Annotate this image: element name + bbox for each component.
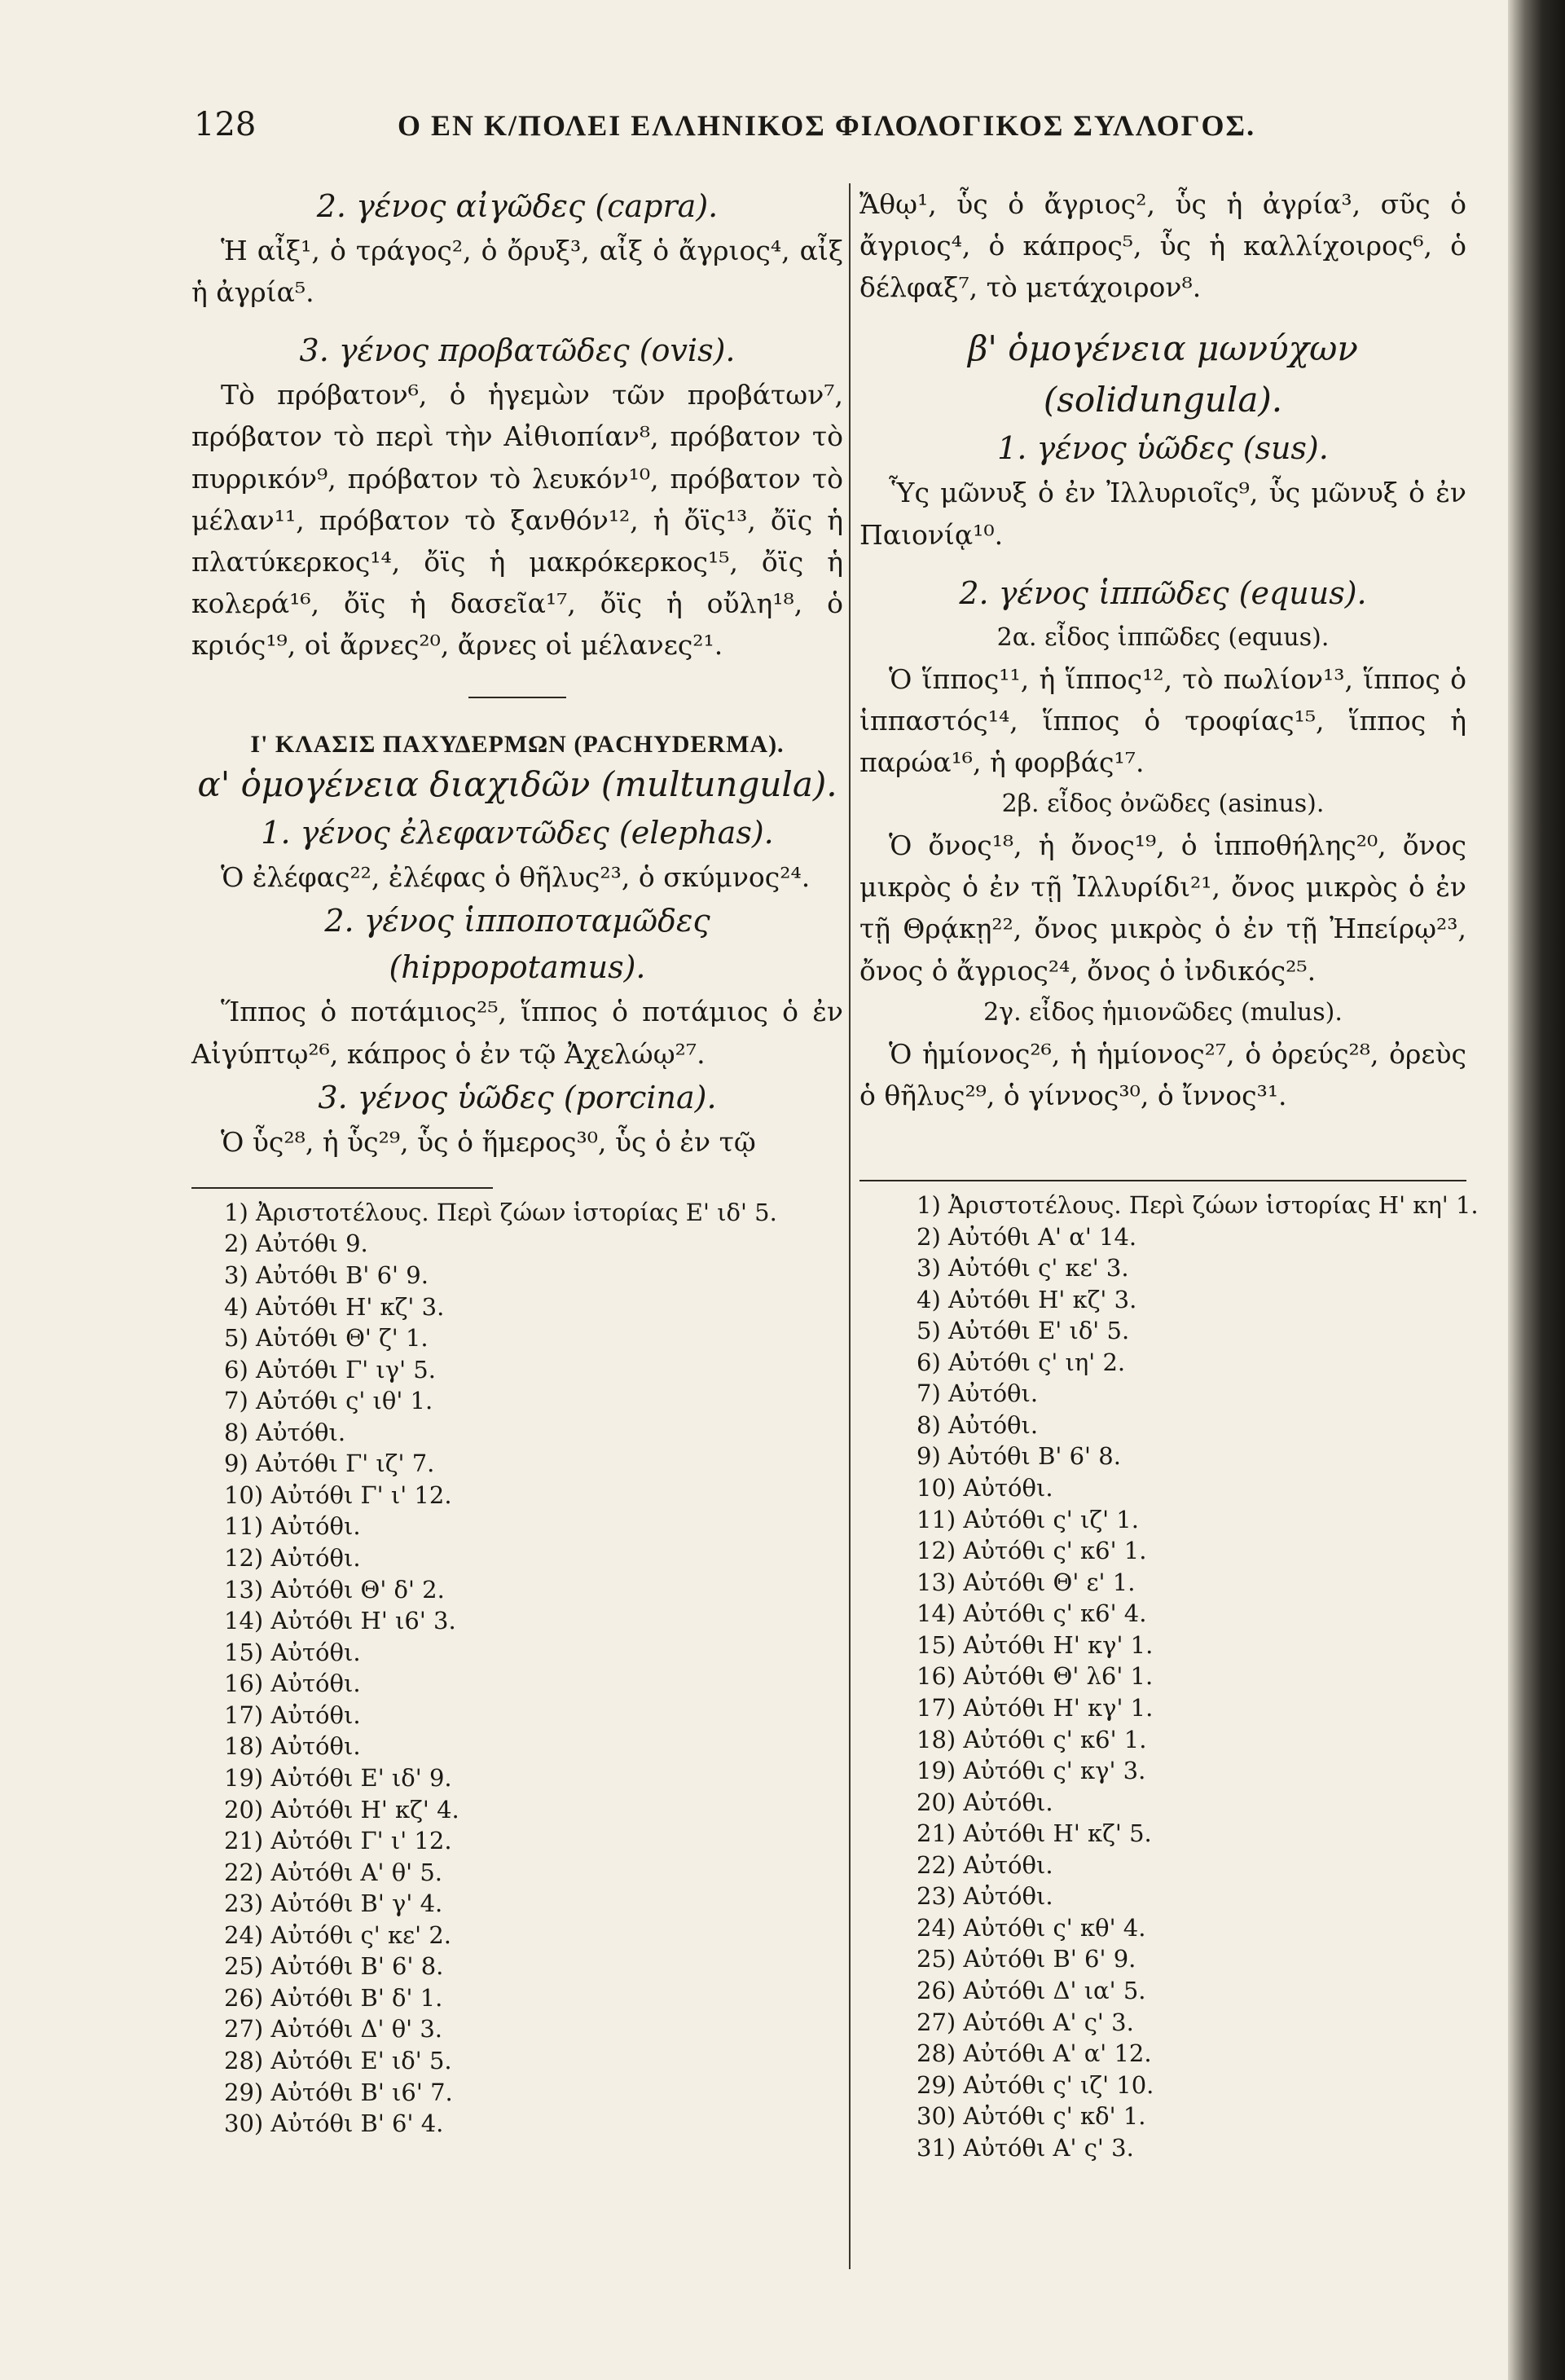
genus-heading-ovis: 3. γένος προβατῶδες (ovis). <box>299 332 736 369</box>
footnote-item: 24) Αὐτόθι ς' κθ' 4. <box>917 1913 1146 1942</box>
genus-text-ovis: Τὸ πρόβατον⁶, ὁ ἡγεμὼν τῶν προβάτων⁷, πρόβατον τὸ περὶ τὴν Αἰθιοπίαν⁸, πρόβατον τὸ πυρρικόν⁹, πρόβατον τὸ λευκόν¹⁰, πρόβατον τὸ μέλαν¹¹, πρόβατον τὸ ξανθόν¹², ἡ ὄϊς¹³, ὄϊς ἡ πλατύκερκος¹⁴, ὄϊς ἡ μακρόκερκος¹⁵, ὄϊς ἡ κολερά¹⁶, ὄϊς ἡ δασεῖα¹⁷, ὄϊς ἡ οὔλη¹⁸, ὁ κριός¹⁹, οἱ ἄρνες²⁰, ἄρνες οἱ μέλανες²¹. <box>191 379 843 662</box>
running-head <box>194 106 1286 155</box>
genus-heading-sus: 1. γένος ὑῶδες (sus). <box>997 430 1329 467</box>
genus-heading-porcina: 3. γένος ὑῶδες (porcina). <box>318 1079 717 1115</box>
footnote-item: 13) Αὐτόθι Θ' ε' 1. <box>917 1568 1136 1596</box>
class-heading-pachyderma: Ι' ΚΛΑΣΙΣ ΠΑΧΥΔΕΡΜΩΝ (PACHYDERMA). <box>250 731 785 759</box>
footnote-item: 21) Αὐτόθι Γ' ι' 12. <box>224 1827 452 1855</box>
footnote-item: 7) Αὐτόθι. <box>917 1379 1039 1408</box>
footnote-item: 22) Αὐτόθι Α' θ' 5. <box>224 1858 443 1886</box>
footnote-item: 18) Αὐτόθι. <box>224 1732 361 1761</box>
genus-text-porcina: Ὁ ὗς²⁸, ἡ ὗς²⁹, ὗς ὁ ἥμερος³⁰, ὗς ὁ ἐν τῷ <box>221 1125 756 1158</box>
footnote-item: 8) Αὐτόθι. <box>917 1410 1039 1439</box>
species-text-asinus: Ὁ ὄνος¹⁸, ἡ ὄνος¹⁹, ὁ ἱπποθήλης²⁰, ὄνος μικρὸς ὁ ἐν τῇ Ἰλλυρίδι²¹, ὄνος μικρὸς ὁ ἐν τῇ Θρᾴκῃ²², ὄνος μικρὸς ὁ ἐν τῇ Ἠπείρῳ²³, ὄνος ὁ ἄγριος²⁴, ὄνος ὁ ἰνδικός²⁵. <box>859 829 1466 987</box>
genus-text-sus: Ὗς μῶνυξ ὁ ἐν Ἰλλυριοῖς⁹, ὗς μῶνυξ ὁ ἐν Παιονίᾳ¹⁰. <box>859 477 1466 551</box>
footnotes-right <box>859 1190 1479 2163</box>
section-divider <box>468 697 566 698</box>
family-heading-multungula: α' ὁμογένεια διαχιδῶν (multungula). <box>197 764 837 805</box>
footnote-item: 13) Αὐτόθι Θ' δ' 2. <box>224 1575 445 1604</box>
footnote-item: 27) Αὐτόθι Α' ς' 3. <box>917 2008 1134 2036</box>
footnote-item: 11) Αὐτόθι ς' ιζ' 1. <box>917 1505 1139 1533</box>
footnote-item: 30) Αὐτόθι Β' 6' 4. <box>224 2109 444 2138</box>
footnote-item: 4) Αὐτόθι Η' κζ' 3. <box>224 1292 445 1321</box>
genus-text-hippopotamus: Ἵππος ὁ ποτάμιος²⁵, ἵππος ὁ ποτάμιος ὁ ἐν Αἰγύπτῳ²⁶, κάπρος ὁ ἐν τῷ Ἀχελώῳ²⁷. <box>191 996 843 1070</box>
footnote-item: 15) Αὐτόθι. <box>224 1638 361 1666</box>
footnote-item: 23) Αὐτόθι. <box>917 1882 1053 1911</box>
footnote-item: 28) Αὐτόθι Ε' ιδ' 5. <box>224 2047 452 2075</box>
footnote-item: 9) Αὐτόθι Γ' ιζ' 7. <box>224 1450 435 1478</box>
genus-text-capra: Ἡ αἶξ¹, ὁ τράγος², ὁ ὄρυξ³, αἶξ ὁ ἄγριος⁴, αἶξ ἡ ἀγρία⁵. <box>191 235 843 309</box>
footnote-item: 1) Ἀριστοτέλους. Περὶ ζώων ἱστορίας Η' κη' 1. <box>917 1190 1479 1219</box>
footnote-item: 10) Αὐτόθι Γ' ι' 12. <box>224 1480 452 1509</box>
continuation-text: Ἄθῳ¹, ὗς ὁ ἄγριος², ὗς ἡ ἀγρία³, σῦς ὁ ἄγριος⁴, ὁ κάπρος⁵, ὗς ἡ καλλίχοιρος⁶, ὁ δέλφαξ⁷, τὸ μετάχοιρον⁸. <box>859 188 1466 304</box>
footnote-item: 10) Αὐτόθι. <box>917 1474 1053 1502</box>
footnotes-left <box>191 1197 843 2140</box>
footnote-item: 19) Αὐτόθι ς' κγ' 3. <box>917 1757 1146 1785</box>
footnote-item: 16) Αὐτόθι. <box>224 1670 361 1698</box>
footnotes-rule <box>191 1187 493 1189</box>
footnote-item: 25) Αὐτόθι Β' 6' 9. <box>917 1945 1136 1973</box>
footnote-item: 3) Αὐτόθι Β' 6' 9. <box>224 1260 429 1289</box>
footnote-item: 16) Αὐτόθι Θ' λ6' 1. <box>917 1662 1154 1691</box>
footnote-item: 14) Αὐτόθι ς' κ6' 4. <box>917 1599 1147 1628</box>
footnote-item: 30) Αὐτόθι ς' κδ' 1. <box>917 2102 1146 2131</box>
footnote-item: 11) Αὐτόθι. <box>224 1512 361 1541</box>
footnote-item: 31) Αὐτόθι Α' ς' 3. <box>917 2133 1134 2162</box>
footnote-item: 1) Ἀριστοτέλους. Περὶ ζώων ἱστορίας Ε' ιδ' 5. <box>224 1198 777 1226</box>
family-heading-solidungula: β' ὁμογένεια μωνύχων (solidungula). <box>968 328 1358 420</box>
footnote-item: 2) Αὐτόθι 9. <box>224 1230 368 1258</box>
species-heading-equus: 2α. εἶδος ἱππῶδες (equus). <box>996 622 1330 652</box>
genus-heading-capra: 2. γένος αἰγῶδες (capra). <box>316 188 719 224</box>
genus-text-elephas: Ὁ ἐλέφας²², ἐλέφας ὁ θῆλυς²³, ὁ σκύμνος²⁴. <box>221 861 811 894</box>
footnote-item: 2) Αὐτόθι Α' α' 14. <box>917 1222 1137 1251</box>
footnote-item: 19) Αὐτόθι Ε' ιδ' 9. <box>224 1763 452 1792</box>
footnote-item: 17) Αὐτόθι Η' κγ' 1. <box>917 1693 1154 1722</box>
footnote-item: 22) Αὐτόθι. <box>917 1850 1053 1879</box>
right-column <box>859 183 1479 2163</box>
footnote-item: 12) Αὐτόθι ς' κ6' 1. <box>917 1537 1147 1565</box>
footnote-item: 8) Αὐτόθι. <box>224 1418 346 1446</box>
footnote-item: 12) Αὐτόθι. <box>224 1544 361 1573</box>
journal-title: Ο ΕΝ Κ/ΠΟΛΕΙ ΕΛΛΗΝΙΚΟΣ ΦΙΛΟΛΟΓΙΚΟΣ ΣΥΛΛΟΓΟΣ. <box>398 109 1256 142</box>
scan-page-edge <box>1508 0 1565 2380</box>
genus-heading-elephas: 1. γένος ἐλεφαντῶδες (elephas). <box>261 815 774 851</box>
footnote-item: 28) Αὐτόθι Α' α' 12. <box>917 2039 1152 2068</box>
genus-heading-hippopotamus: 2. γένος ἱπποποταμῶδες (hippopotamus). <box>324 903 710 986</box>
species-text-mulus: Ὁ ἡμίονος²⁶, ἡ ἡμίονος²⁷, ὁ ὀρεύς²⁸, ὀρεὺς ὁ θῆλυς²⁹, ὁ γίννος³⁰, ὁ ἴννος³¹. <box>859 1037 1466 1111</box>
footnote-item: 17) Αὐτόθι. <box>224 1700 361 1729</box>
footnote-item: 26) Αὐτόθι Β' δ' 1. <box>224 1983 443 2012</box>
footnotes-rule <box>859 1180 1466 1181</box>
footnote-item: 27) Αὐτόθι Δ' θ' 3. <box>224 2015 443 2043</box>
species-heading-asinus: 2β. εἶδος ὀνῶδες (asinus). <box>1001 790 1325 819</box>
footnote-item: 24) Αὐτόθι ς' κε' 2. <box>224 1920 451 1949</box>
footnote-item: 6) Αὐτόθι Γ' ιγ' 5. <box>224 1355 436 1384</box>
footnote-item: 21) Αὐτόθι Η' κζ' 5. <box>917 1819 1152 1848</box>
species-heading-mulus: 2γ. εἶδος ἡμιονῶδες (mulus). <box>983 997 1343 1027</box>
footnote-item: 9) Αὐτόθι Β' 6' 8. <box>917 1442 1121 1471</box>
footnote-item: 29) Αὐτόθι Β' ι6' 7. <box>224 2078 453 2106</box>
column-divider <box>849 183 851 2269</box>
footnote-item: 6) Αὐτόθι ς' ιη' 2. <box>917 1348 1126 1376</box>
footnote-item: 23) Αὐτόθι Β' γ' 4. <box>224 1889 443 1918</box>
footnote-item: 15) Αὐτόθι Η' κγ' 1. <box>917 1630 1154 1659</box>
footnote-item: 4) Αὐτόθι Η' κζ' 3. <box>917 1285 1137 1313</box>
footnote-item: 18) Αὐτόθι ς' κ6' 1. <box>917 1725 1147 1753</box>
footnote-item: 5) Αὐτόθι Θ' ζ' 1. <box>224 1324 429 1353</box>
footnote-item: 26) Αὐτόθι Δ' ια' 5. <box>917 1977 1146 2005</box>
footnote-item: 25) Αὐτόθι Β' 6' 8. <box>224 1952 444 1981</box>
genus-heading-equus: 2. γένος ἱππῶδες (equus). <box>959 574 1367 611</box>
footnote-item: 14) Αὐτόθι Η' ι6' 3. <box>224 1607 456 1635</box>
left-column <box>191 183 843 2140</box>
page-number: 128 <box>194 106 257 143</box>
footnote-item: 5) Αὐτόθι Ε' ιδ' 5. <box>917 1317 1130 1345</box>
footnote-item: 20) Αὐτόθι Η' κζ' 4. <box>224 1795 459 1823</box>
footnote-item: 20) Αὐτόθι. <box>917 1788 1053 1816</box>
species-text-equus: Ὁ ἵππος¹¹, ἡ ἵππος¹², τὸ πωλίον¹³, ἵππος ὁ ἱππαστός¹⁴, ἵππος ὁ τροφίας¹⁵, ἵππος ἡ παρώα¹⁶, ἡ φορβάς¹⁷. <box>859 662 1466 778</box>
footnote-item: 7) Αὐτόθι ς' ιθ' 1. <box>224 1387 433 1415</box>
footnote-item: 29) Αὐτόθι ς' ιζ' 10. <box>917 2070 1154 2099</box>
footnote-item: 3) Αὐτόθι ς' κε' 3. <box>917 1254 1129 1282</box>
